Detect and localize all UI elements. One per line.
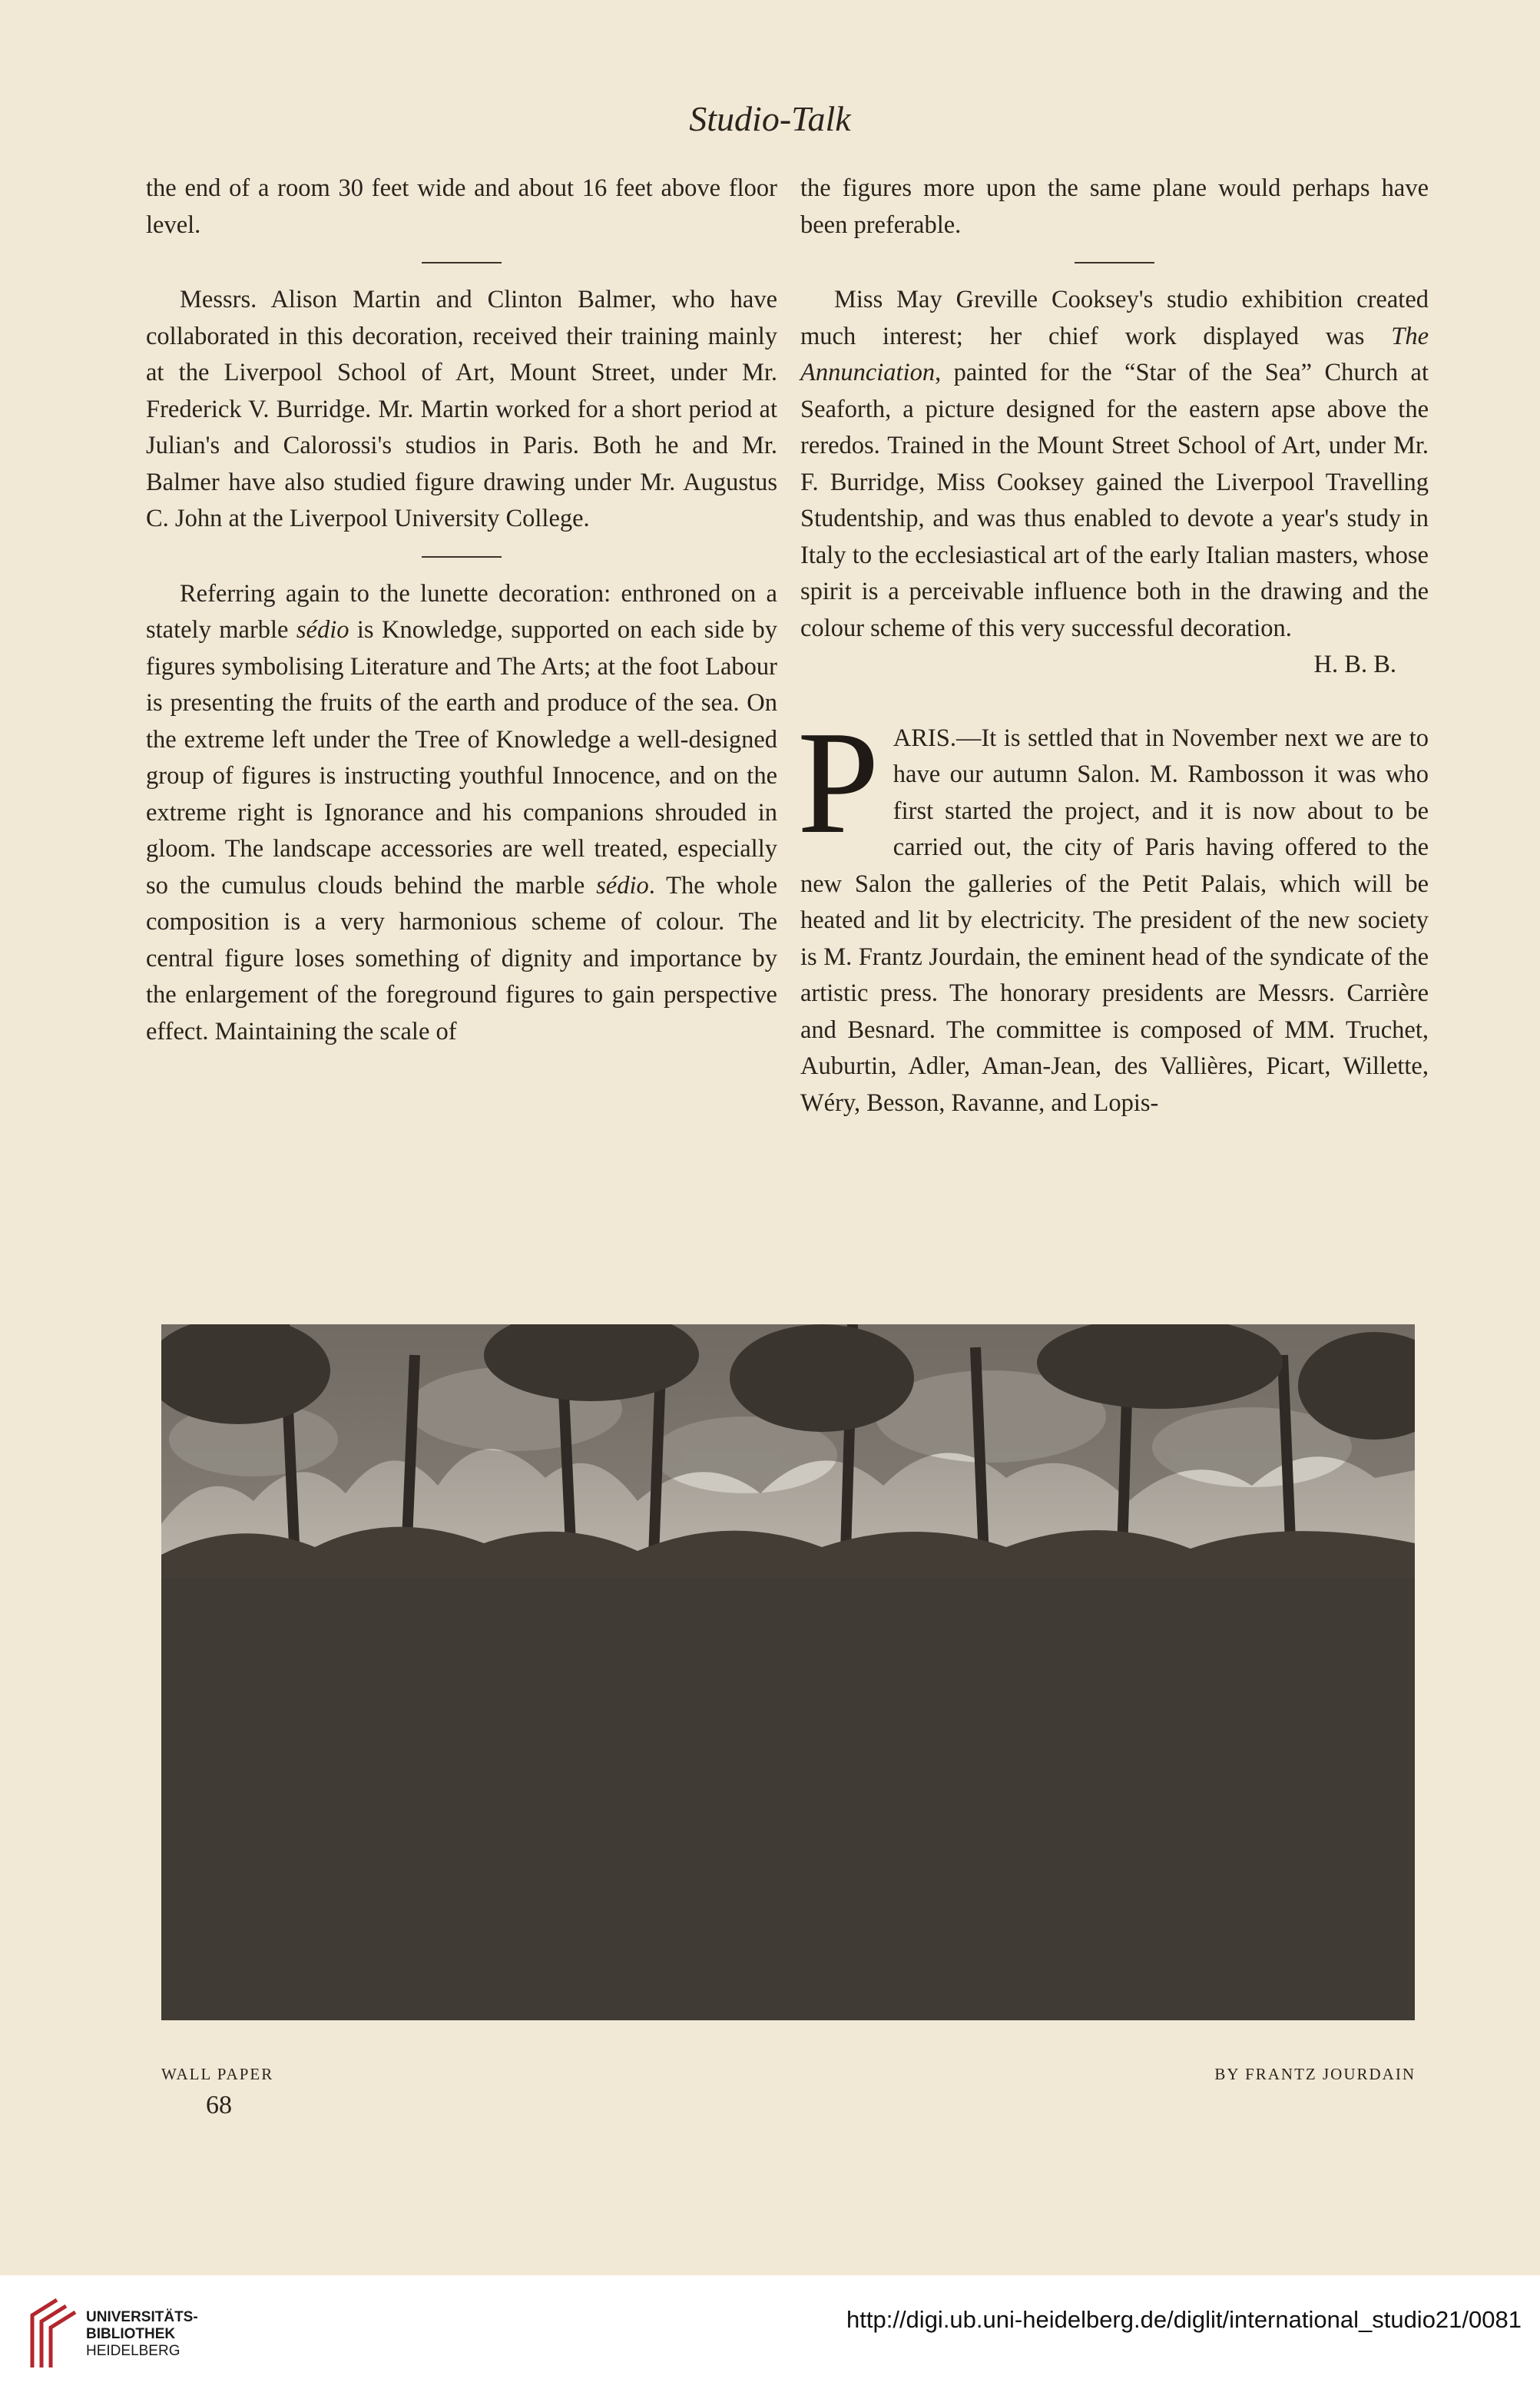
section-divider <box>422 262 502 263</box>
right-paragraph-3 <box>797 700 1429 1122</box>
left-paragraph-1: the end of a room 30 feet wide and about 16 feet above floor level. <box>146 174 777 239</box>
digitization-footer <box>0 2275 1540 2389</box>
library-line: BIBLIOTHEK <box>86 2326 176 2342</box>
left-column <box>146 171 777 1050</box>
figure-caption-credit: BY FRANTZ JOURDAIN <box>1214 2065 1416 2083</box>
figure-caption-title: WALL PAPER <box>161 2065 274 2083</box>
right-column <box>797 171 1429 1122</box>
drop-cap: P <box>797 700 879 864</box>
italic-term: sédio <box>596 871 649 900</box>
text-run: is Knowledge, supported on each side by figures symbolising Literature and The Arts; at the foot Labour is presenting the fruits of the earth and produce of the sea. On the extreme left under the Tree of Knowledge a well-designed group of figures is instructing youthful Innocence, and on the extreme right is Ignorance and his companions shrouded in gloom. The landscape accessories are well treated, especially so the cumulus clouds behind the marble <box>146 616 777 900</box>
right-paragraph-1: the figures more upon the same plane would perhaps have been preferable. <box>800 174 1429 239</box>
text-run: . The whole composition is a very harmonious scheme of colour. The central figure loses something of dignity and importance by the enlargement of the foreground figures to gain perspective effect. Maintaining the scale of <box>146 871 777 1045</box>
left-paragraph-2: Messrs. Alison Martin and Clinton Balmer, who have collaborated in this decoration, received their training mainly at the Liverpool School of Art, Mount Street, under Mr. Frederick V. Burridge. Mr. Martin worked for a short period at Julian's and Calorossi's studios in Paris. Both he and Mr. Balmer have also studied figure drawing under Mr. Augustus C. John at the Liverpool University College. <box>146 286 777 532</box>
text-run: ARIS.—It is settled that in November next we are to have our autumn Salon. M. Rambosson it was who first started the project, and it is now about to be carried out, the city of Paris having offered to the new Salon the galleries of the Petit Palais, which will be heated and lit by electricity. The president of the new society is M. Frantz Jourdain, the eminent head of the syndicate of the artistic press. The honorary presidents are Messrs. Carrière and Besnard. The committee is composed of MM. Truchet, Auburtin, Adler, Aman-Jean, des Vallières, Picart, Willette, Wéry, Besson, Ravanne, and Lopis- <box>800 724 1429 1117</box>
section-divider <box>422 556 502 558</box>
spacer <box>800 684 1429 721</box>
italic-title: The Annunciation <box>800 322 1429 386</box>
library-name <box>86 2309 198 2360</box>
source-url-link[interactable]: http://digi.ub.uni-heidelberg.de/diglit/international_studio21/0081 <box>846 2306 1522 2333</box>
forest-landscape-image <box>161 1324 1415 2020</box>
section-divider <box>1075 262 1154 263</box>
text-run: , painted for the “Star of the Sea” Church at Seaforth, a picture designed for the eastern apse above the reredos. Trained in the Mount Street School of Art, under Mr. F. Burridge, Miss Cooksey gained the Liverpool Travelling Studentship, and was thus enabled to devote a year's study in Italy to the ecclesiastical art of the early Italian masters, whose spirit is a perceivable influence both in the drawing and the colour scheme of this very successful decoration. <box>800 359 1429 642</box>
wallpaper-illustration <box>161 1324 1415 2020</box>
library-line: UNIVERSITÄTS- <box>86 2309 198 2325</box>
right-paragraph-2 <box>800 282 1429 647</box>
author-signature: H. B. B. <box>1313 651 1396 678</box>
text-run: Referring again to the lunette decoration: enthroned on a stately marble <box>146 579 777 644</box>
italic-term: sédio <box>296 616 349 644</box>
page-number: 68 <box>206 2091 232 2119</box>
library-line: HEIDELBERG <box>86 2343 180 2359</box>
running-head: Studio-Talk <box>689 99 851 138</box>
left-paragraph-3 <box>146 576 777 1051</box>
text-run: Miss May Greville Cooksey's studio exhibition created much interest; her chief work displayed was <box>800 286 1429 350</box>
